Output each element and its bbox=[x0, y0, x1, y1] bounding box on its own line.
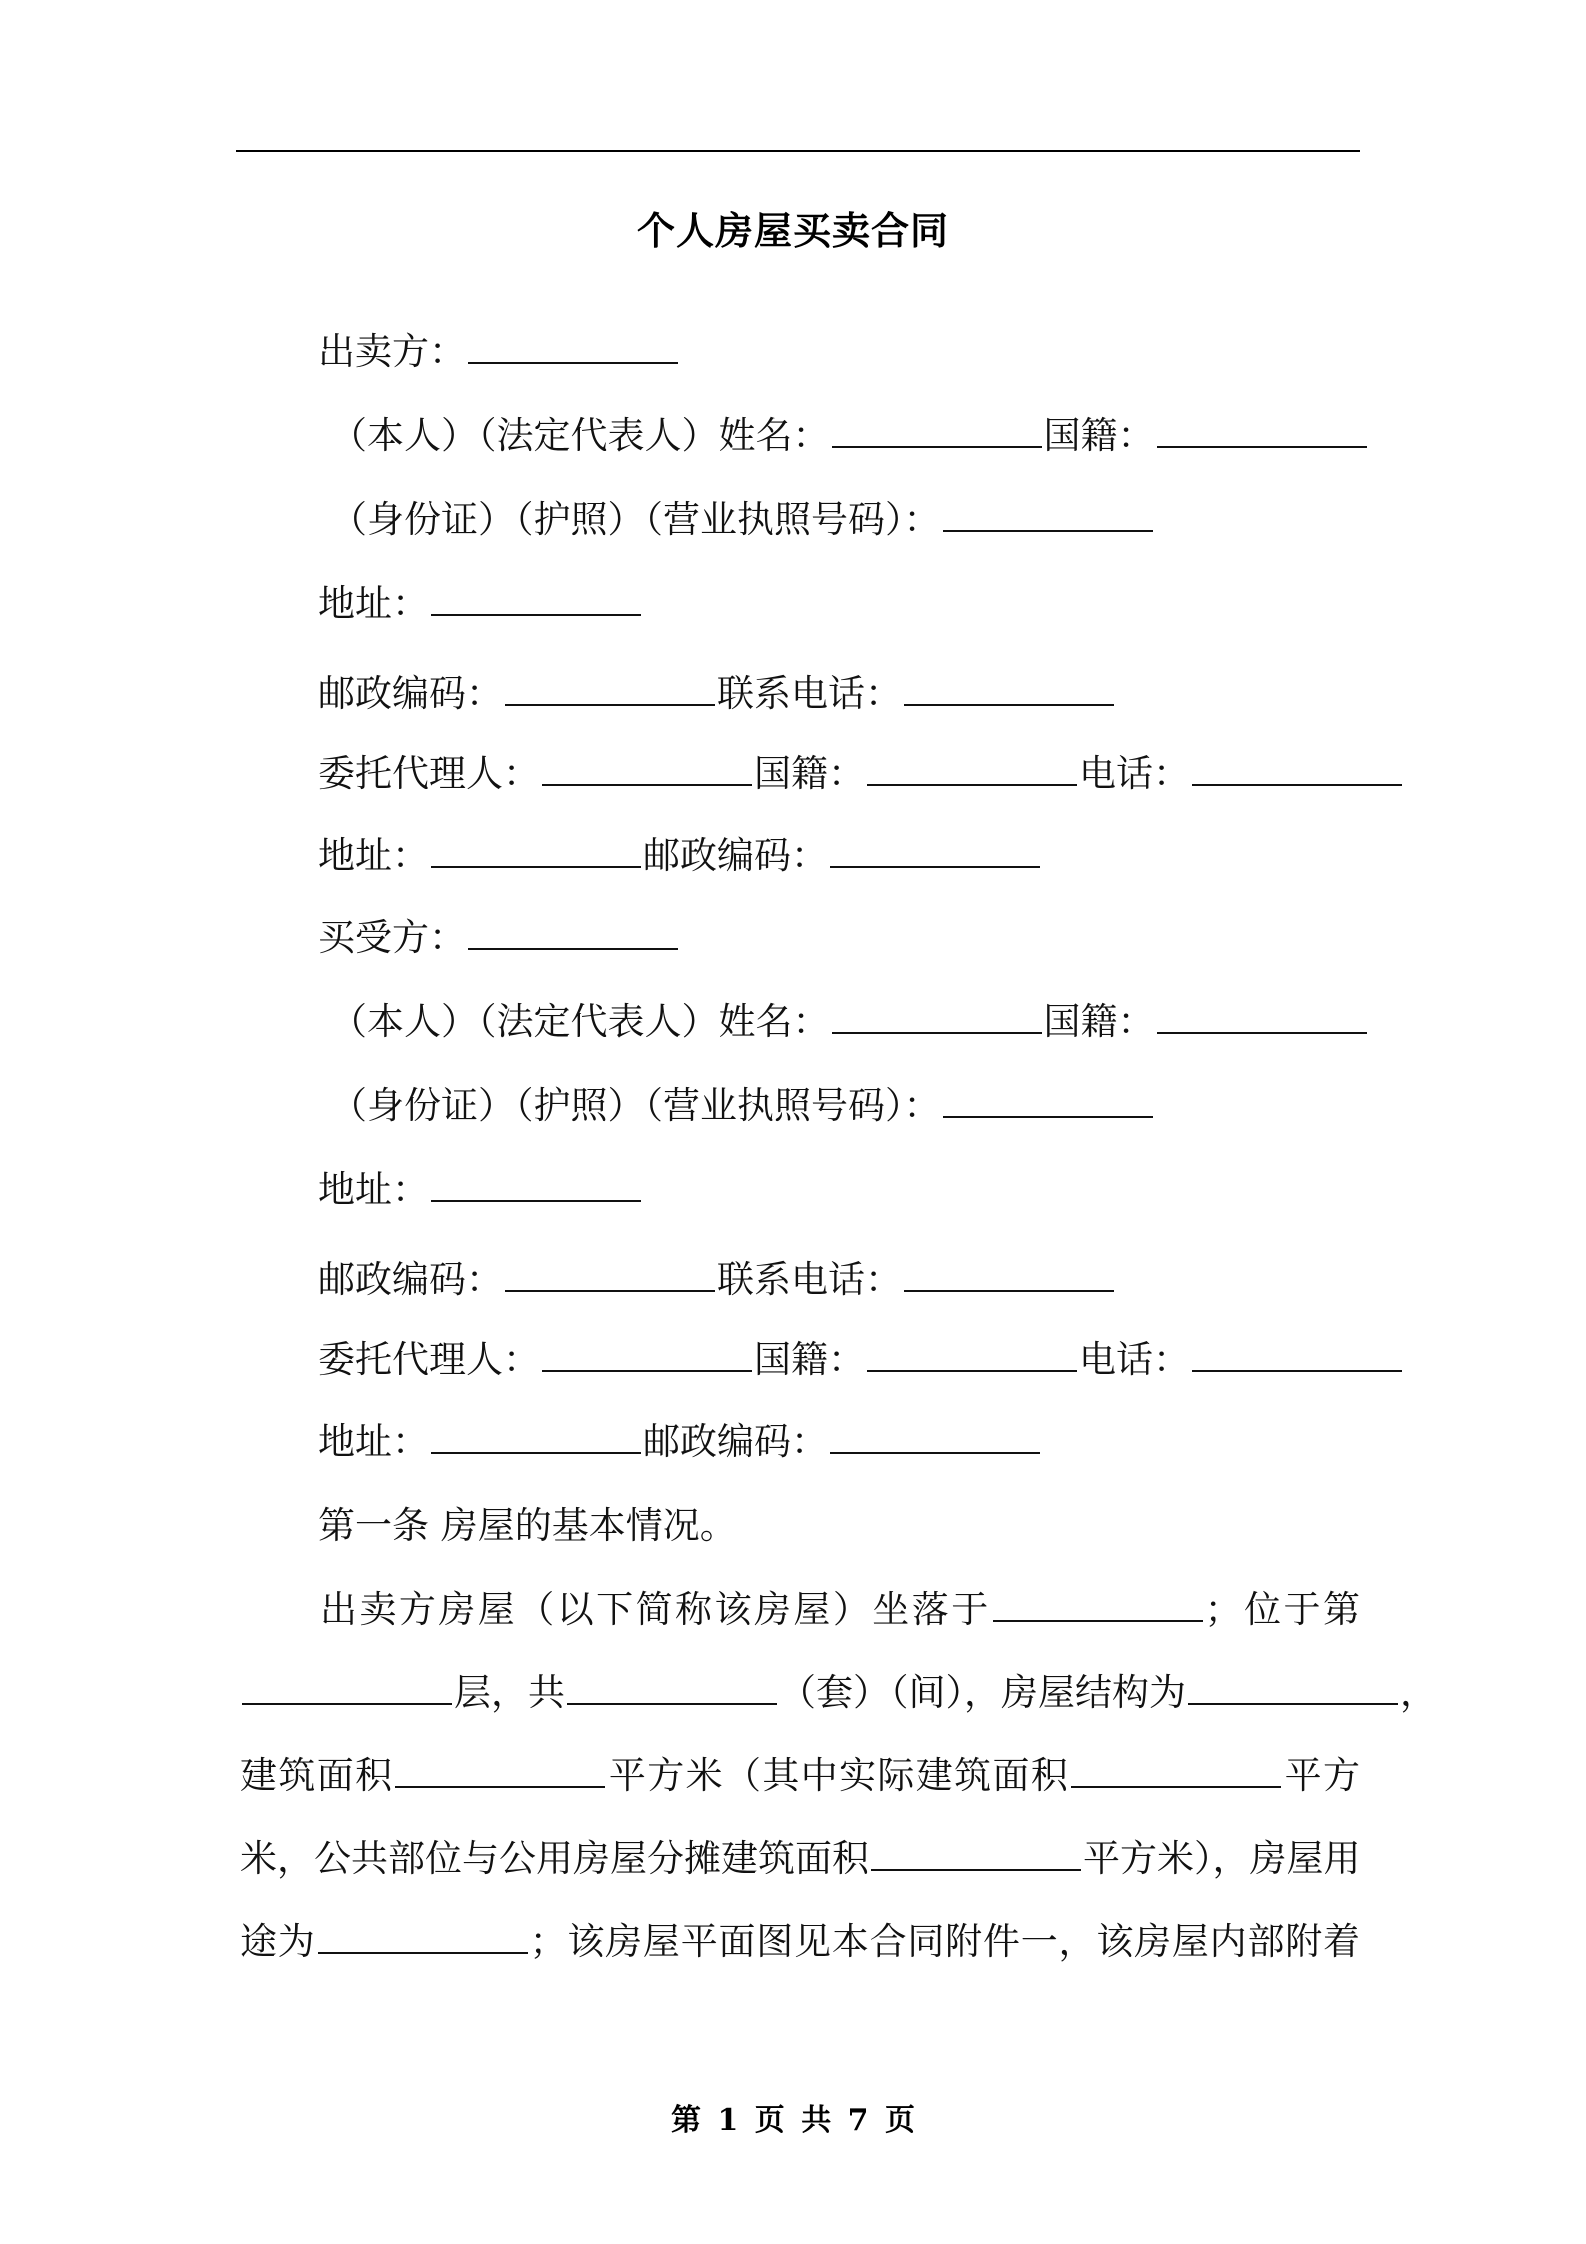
buyer-agent-blank[interactable] bbox=[542, 1334, 752, 1372]
seller-agent-nationality-blank[interactable] bbox=[867, 748, 1077, 786]
buyer-postcode-blank[interactable] bbox=[505, 1254, 715, 1292]
para-line-5 bbox=[240, 1900, 1360, 1983]
seller-agent-nationality-label: 国籍： bbox=[754, 752, 865, 795]
seller-name-line bbox=[330, 410, 1369, 462]
buyer-heading: 买受方： bbox=[318, 916, 466, 959]
article1-paragraph bbox=[240, 1568, 1437, 1983]
para-text: 平方米），房屋用 bbox=[1083, 1837, 1361, 1880]
buyer-phone-label: 联系电话： bbox=[717, 1258, 902, 1301]
seller-contact-line bbox=[318, 668, 1116, 720]
buyer-agent-phone-blank[interactable] bbox=[1192, 1334, 1402, 1372]
seller-agent-line bbox=[318, 748, 1404, 800]
seller-agent-address-label: 地址： bbox=[318, 834, 429, 877]
seller-agent-postcode-label: 邮政编码： bbox=[643, 834, 828, 877]
seller-agent-address-line bbox=[318, 830, 1042, 882]
actual-area-blank[interactable] bbox=[1071, 1750, 1281, 1788]
seller-agent-blank[interactable] bbox=[542, 748, 752, 786]
seller-blank[interactable] bbox=[468, 326, 678, 364]
document-title: 个人房屋买卖合同 bbox=[636, 209, 949, 253]
buyer-name-blank[interactable] bbox=[832, 996, 1042, 1034]
buyer-id-line bbox=[330, 1080, 1155, 1132]
floor-blank[interactable] bbox=[242, 1667, 452, 1705]
buyer-agent-postcode-label: 邮政编码： bbox=[643, 1420, 828, 1463]
area-blank[interactable] bbox=[395, 1750, 605, 1788]
buyer-agent-address-line bbox=[318, 1416, 1042, 1468]
seller-id-label: （身份证）（护照）（营业执照号码）： bbox=[330, 498, 941, 541]
buyer-agent-line bbox=[318, 1334, 1404, 1386]
seller-phone-blank[interactable] bbox=[904, 668, 1114, 706]
para-text: （套）（间），房屋结构为 bbox=[779, 1671, 1186, 1714]
buyer-phone-blank[interactable] bbox=[904, 1254, 1114, 1292]
para-text: 出卖方房屋（以下简称该房屋）坐落于 bbox=[320, 1588, 991, 1631]
para-text: 平方 bbox=[1283, 1754, 1361, 1797]
buyer-address-blank[interactable] bbox=[431, 1164, 641, 1202]
seller-id-blank[interactable] bbox=[943, 494, 1153, 532]
usage-blank[interactable] bbox=[318, 1916, 528, 1954]
buyer-id-label: （身份证）（护照）（营业执照号码）： bbox=[330, 1084, 941, 1127]
buyer-agent-nationality-blank[interactable] bbox=[867, 1334, 1077, 1372]
para-line-1 bbox=[240, 1568, 1360, 1651]
buyer-name-label: （本人）（法定代表人）姓名： bbox=[330, 1000, 830, 1043]
buyer-nationality-label: 国籍： bbox=[1043, 1000, 1155, 1043]
buyer-nationality-blank[interactable] bbox=[1157, 996, 1367, 1034]
seller-agent-postcode-blank[interactable] bbox=[830, 830, 1040, 868]
buyer-agent-nationality-label: 国籍： bbox=[754, 1338, 865, 1381]
seller-phone-label: 联系电话： bbox=[717, 672, 902, 715]
seller-address-blank[interactable] bbox=[431, 578, 641, 616]
para-text: ；该房屋平面图见本合同附件一，该房屋内部附着 bbox=[529, 1920, 1361, 1963]
header-rule bbox=[236, 150, 1360, 152]
buyer-agent-address-blank[interactable] bbox=[431, 1416, 641, 1454]
seller-nationality-blank[interactable] bbox=[1157, 410, 1367, 448]
seller-agent-label: 委托代理人： bbox=[318, 752, 540, 795]
buyer-agent-phone-label: 电话： bbox=[1079, 1338, 1190, 1381]
para-text: ；位于第 bbox=[1204, 1588, 1361, 1631]
buyer-blank[interactable] bbox=[468, 912, 678, 950]
shared-area-blank[interactable] bbox=[871, 1833, 1081, 1871]
seller-postcode-blank[interactable] bbox=[505, 668, 715, 706]
seller-name-blank[interactable] bbox=[832, 410, 1042, 448]
buyer-agent-label: 委托代理人： bbox=[318, 1338, 540, 1381]
page-number: 第 1 页 共 7 页 bbox=[671, 2103, 915, 2138]
seller-address-label: 地址： bbox=[318, 582, 429, 625]
para-line-2 bbox=[240, 1651, 1437, 1734]
buyer-agent-postcode-blank[interactable] bbox=[830, 1416, 1040, 1454]
buyer-name-line bbox=[330, 996, 1369, 1048]
para-text: 层，共 bbox=[454, 1671, 565, 1714]
para-line-4 bbox=[240, 1817, 1360, 1900]
article1-heading: 第一条 房屋的基本情况。 bbox=[318, 1504, 737, 1547]
seller-heading: 出卖方： bbox=[318, 330, 466, 373]
para-text: ， bbox=[1400, 1671, 1437, 1714]
para-text: 建筑面积 bbox=[240, 1754, 394, 1797]
buyer-address-line bbox=[318, 1164, 643, 1216]
buyer-heading-line bbox=[318, 912, 680, 964]
seller-agent-address-blank[interactable] bbox=[431, 830, 641, 868]
seller-name-label: （本人）（法定代表人）姓名： bbox=[330, 414, 830, 457]
seller-postcode-label: 邮政编码： bbox=[318, 672, 503, 715]
seller-agent-phone-blank[interactable] bbox=[1192, 748, 1402, 786]
seller-nationality-label: 国籍： bbox=[1043, 414, 1155, 457]
buyer-contact-line bbox=[318, 1254, 1116, 1306]
para-line-3 bbox=[240, 1734, 1360, 1817]
para-text: 途为 bbox=[240, 1920, 316, 1963]
structure-blank[interactable] bbox=[1188, 1667, 1398, 1705]
seller-agent-phone-label: 电话： bbox=[1079, 752, 1190, 795]
para-text: 米，公共部位与公用房屋分摊建筑面积 bbox=[240, 1837, 869, 1880]
buyer-id-blank[interactable] bbox=[943, 1080, 1153, 1118]
units-blank[interactable] bbox=[567, 1667, 777, 1705]
location-blank[interactable] bbox=[993, 1584, 1203, 1622]
buyer-address-label: 地址： bbox=[318, 1168, 429, 1211]
buyer-agent-address-label: 地址： bbox=[318, 1420, 429, 1463]
seller-id-line bbox=[330, 494, 1155, 546]
seller-address-line bbox=[318, 578, 643, 630]
buyer-postcode-label: 邮政编码： bbox=[318, 1258, 503, 1301]
seller-heading-line bbox=[318, 326, 680, 378]
para-text: 平方米（其中实际建筑面积 bbox=[607, 1754, 1070, 1797]
